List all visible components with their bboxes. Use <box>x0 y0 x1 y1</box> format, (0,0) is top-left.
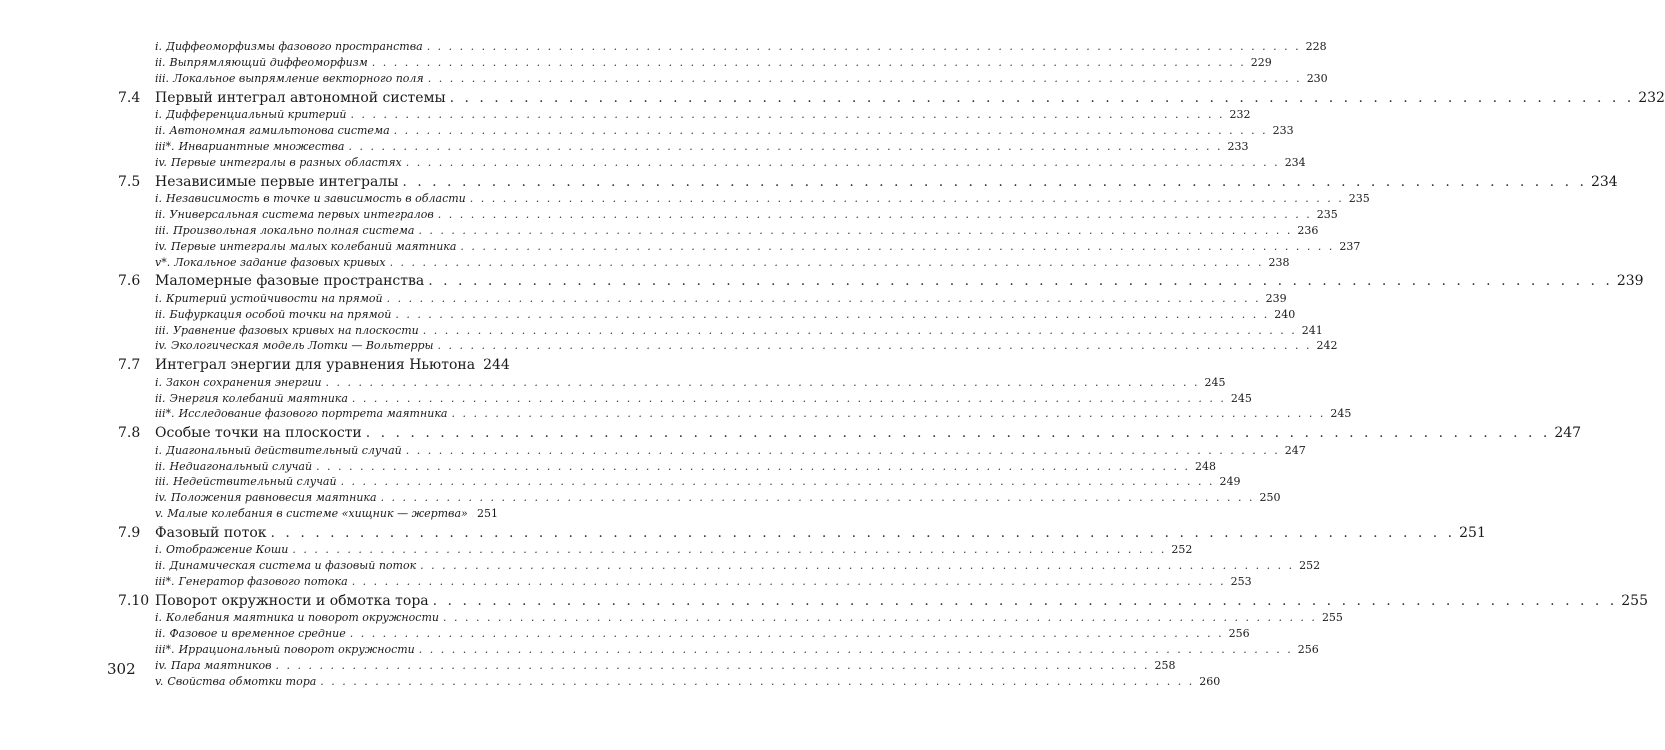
toc-entry-page: 236 <box>1297 223 1319 237</box>
toc-entry-title: Универсальная система первых интегралов <box>169 207 434 221</box>
toc-section <box>118 89 1665 106</box>
toc-entry-number: i. <box>155 543 163 557</box>
dot-leader: . . . . . . . . . . . . . . . . . . . . . . . . . . . . . . . . . . . . . . . . . . . . . . . . . . . . . . . . . . . . . . . . . . . . . . . . . . . . . . . . <box>420 559 1295 573</box>
toc-entry-number: 7.6 <box>118 273 141 290</box>
toc-entry-title: Исследование фазового портрета маятника <box>178 407 448 421</box>
toc-entry-page: 233 <box>1272 123 1294 137</box>
toc-entry-page: 228 <box>1305 40 1327 53</box>
toc-section <box>118 173 1618 190</box>
dot-leader: . . . . . . . . . . . . . . . . . . . . . . . . . . . . . . . . . . . . . . . . . . . . . . . . . . . . . . . . . . . . . . . . . . . . . . . . . . . . . . . . <box>351 575 1226 589</box>
toc-entry-title: Первый интеграл автономной системы <box>155 89 446 106</box>
toc-entry-title: Независимые первые интегралы <box>155 173 399 190</box>
toc-subsection <box>155 611 1343 625</box>
toc-subsection <box>155 507 498 520</box>
toc-entry-title: Иррациональный поворот окружности <box>178 643 415 657</box>
toc-entry-title: Произвольная локально полная система <box>173 223 415 237</box>
toc-entry-page: 234 <box>1590 173 1618 190</box>
dot-leader: . . . . . . . . . . . . . . . . . . . . . . . . . . . . . . . . . . . . . . . . . . . . . . . . . . . . . . . . . . . . . . . . . . . . . . . . . . . . . . . . <box>351 391 1226 405</box>
toc-entry-number: ii. <box>155 307 166 321</box>
toc-entry-page: 245 <box>1330 407 1352 421</box>
toc-entry-number: iii*. <box>155 407 175 421</box>
toc-entry-title: Фазовое и временное средние <box>169 627 346 641</box>
toc-entry-page: 234 <box>1284 155 1306 169</box>
toc-subsection <box>155 291 1287 305</box>
toc-entry-title: Экологическая модель Лотки — Вольтерры <box>170 339 434 353</box>
toc-entry-title: Колебания маятника и поворот окружности <box>166 611 439 625</box>
toc-entry-page: 256 <box>1228 627 1250 641</box>
toc-entry-title: Маломерные фазовые пространства <box>155 273 425 290</box>
toc-entry-number: ii. <box>155 391 166 405</box>
toc-entry-number: iii*. <box>155 575 175 589</box>
toc-subsection <box>155 255 1290 269</box>
toc-entry-number: iii. <box>155 71 170 85</box>
toc-entry-number: i. <box>155 375 163 389</box>
toc-entry-title: Генератор фазового потока <box>178 575 348 589</box>
toc-entry-number: ii. <box>155 559 166 573</box>
toc-subsection <box>155 339 1338 353</box>
toc-subsection <box>155 55 1272 69</box>
toc-entry-number: iv. <box>155 339 167 353</box>
dot-leader: . . . . . . . . . . . . . . . . . . . . . . . . . . . . . . . . . . . . . . . . . . . . . . . . . . . . . . . . . . . . . . . . . . . . . . . . . . . . . . . . <box>437 339 1312 353</box>
toc-entry-number: iv. <box>155 155 167 169</box>
toc-entry-number: 7.9 <box>118 525 141 542</box>
dot-leader: . . . . . . . . . . . . . . . . . . . . . . . . . . . . . . . . . . . . . . . . . . . . . . . . . . . . . . . . . . . . . . . . . . . . . . . . . . . . . . . . <box>418 223 1293 237</box>
dot-leader: . . . . . . . . . . . . . . . . . . . . . . . . . . . . . . . . . . . . . . . . . . . . . . . . . . . . . . . . . . . . . . . . . . . . . . . . . . . . . . . . <box>340 475 1215 489</box>
dot-leader: . . . . . . . . . . . . . . . . . . . . . . . . . . . . . . . . . . . . . . . . . . . . . . . . . . . . . . . . . . . . . . . . . . . . . . . . . . . . . . . . <box>325 375 1200 389</box>
toc-subsection <box>155 207 1338 221</box>
dot-leader: . . . . . . . . . . . . . . . . . . . . . . . . . . . . . . . . . . . . . . . . . . . . . . . . . . . . . . . . . . . . . . . . . . . . . . . . . . . . . . . . <box>386 291 1261 305</box>
dot-leader: . . . . . . . . . . . . . . . . . . . . . . . . . . . . . . . . . . . . . . . . . . . . . . . . . . . . . . . . . . . . . . . . . . . . . . . . . . . . . . . . <box>270 525 1456 542</box>
toc-entry-page: 235 <box>1316 207 1338 221</box>
toc-entry-title: Независимость в точке и зависимость в области <box>166 191 466 205</box>
toc-entry-page: 238 <box>1268 255 1290 269</box>
dot-leader: . . . . . . . . . . . . . . . . . . . . . . . . . . . . . . . . . . . . . . . . . . . . . . . . . . . . . . . . . . . . . . . . . . . . . . . . . . . . . . . . <box>275 659 1150 673</box>
dot-leader: . . . . . . . . . . . . . . . . . . . . . . . . . . . . . . . . . . . . . . . . . . . . . . . . . . . . . . . . . . . . . . . . . . . . . . . . . . . . . . . . <box>349 627 1224 641</box>
dot-leader: . . . . . . . . . . . . . . . . . . . . . . . . . . . . . . . . . . . . . . . . . . . . . . . . . . . . . . . . . . . . . . . . . . . . . . . . . . . . . . . . <box>460 239 1335 253</box>
toc-entry-number: ii. <box>155 459 166 473</box>
toc-subsection <box>155 191 1370 205</box>
toc-subsection <box>155 543 1193 557</box>
toc-entry-number: ii. <box>155 123 166 137</box>
toc-entry-page: 255 <box>1321 611 1343 625</box>
toc-entry-number: v. <box>155 507 164 521</box>
toc-entry-number: 7.5 <box>118 173 141 190</box>
dot-leader: . . . . . . . . . . . . . . . . . . . . . . . . . . . . . . . . . . . . . . . . . . . . . . . . . . . . . . . . . . . . . . . . . . . . . . . . . . . . . . . . <box>405 443 1280 457</box>
toc-subsection <box>155 575 1252 589</box>
dot-leader: . . . . . . . . . . . . . . . . . . . . . . . . . . . . . . . . . . . . . . . . . . . . . . . . . . . . . . . . . . . . . . . . . . . . . . . . . . . . . . . . <box>393 123 1268 137</box>
toc-entry-title: Энергия колебаний маятника <box>169 391 348 405</box>
toc-entry-number: iii. <box>155 475 170 489</box>
dot-leader: . . . . . . . . . . . . . . . . . . . . . . . . . . . . . . . . . . . . . . . . . . . . . . . . . . . . . . . . . . . . . . . . . . . . . . . . . . . . . . . . <box>402 173 1587 190</box>
toc-entry-title: Фазовый поток <box>155 525 267 542</box>
toc-entry-title: Локальное выпрямление векторного поля <box>173 71 424 85</box>
toc-subsection <box>155 239 1361 253</box>
toc-section <box>118 425 1582 442</box>
toc-entry-number: v. <box>155 675 164 688</box>
toc-subsection <box>155 407 1352 421</box>
toc-entry-title: Отображение Коши <box>166 543 289 557</box>
toc-entry-title: Диффеоморфизмы фазового пространства <box>166 40 423 53</box>
toc-entry-page: 232 <box>1229 108 1251 121</box>
dot-leader: . . . . . . . . . . . . . . . . . . . . . . . . . . . . . . . . . . . . . . . . . . . . . . . . . . . . . . . . . . . . . . . . . . . . . . . . . . . . . . . . <box>442 611 1317 625</box>
toc-entry-title: Дифференциальный критерий <box>166 108 347 121</box>
toc-entry-page: 258 <box>1154 659 1176 673</box>
toc-entry-title: Автономная гамильтонова система <box>169 123 390 137</box>
dot-leader: . . . . . . . . . . . . . . . . . . . . . . . . . . . . . . . . . . . . . . . . . . . . . . . . . . . . . . . . . . . . . . . . . . . . . . . . . . . . . . . . <box>395 307 1270 321</box>
toc-entry-number: iv. <box>155 659 167 673</box>
toc-entry-title: Выпрямляющий диффеоморфизм <box>169 55 368 69</box>
toc-subsection <box>155 675 1221 688</box>
dot-leader: . . . . . . . . . . . . . . . . . . . . . . . . . . . . . . . . . . . . . . . . . . . . . . . . . . . . . . . . . . . . . . . . . . . . . . . . . . . . . . . . <box>432 593 1618 610</box>
toc-entry-page: 245 <box>1230 391 1252 405</box>
toc-entry-number: ii. <box>155 207 166 221</box>
dot-leader: . . . . . . . . . . . . . . . . . . . . . . . . . . . . . . . . . . . . . . . . . . . . . . . . . . . . . . . . . . . . . . . . . . . . . . . . . . . . . . . . <box>380 491 1255 505</box>
toc-entry-title: Уравнение фазовых кривых на плоскости <box>173 323 419 337</box>
toc-entry-number: iv. <box>155 239 167 253</box>
toc-subsection <box>155 491 1281 505</box>
toc-section <box>118 593 1648 610</box>
toc-entry-number: 7.4 <box>118 89 141 106</box>
toc-entry-title: Инвариантные множества <box>178 139 345 153</box>
toc-subsection <box>155 627 1250 641</box>
toc-subsection <box>155 123 1294 137</box>
dot-leader: . . . . . . . . . . . . . . . . . . . . . . . . . . . . . . . . . . . . . . . . . . . . . . . . . . . . . . . . . . . . . . . . . . . . . . . . . . . . . . . . <box>427 71 1302 85</box>
dot-leader: . . . . . . . . . . . . . . . . . . . . . . . . . . . . . . . . . . . . . . . . . . . . . . . . . . . . . . . . . . . . . . . . . . . . . . . . . . . . . . . . <box>418 643 1293 657</box>
toc-subsection <box>155 40 1327 53</box>
toc-entry-page: 250 <box>1259 491 1281 505</box>
toc-subsection <box>155 223 1319 237</box>
dot-leader: . . . . . . . . . . . . . . . . . . . . . . . . . . . . . . . . . . . . . . . . . . . . . . . . . . . . . . . . . . . . . . . . . . . . . . . . . . . . . . . . <box>389 255 1264 269</box>
toc-section <box>118 357 510 374</box>
toc-entry-title: Свойства обмотки тора <box>167 675 317 688</box>
dot-leader: . . . . . . . . . . . . . . . . . . . . . . . . . . . . . . . . . . . . . . . . . . . . . . . . . . . . . . . . . . . . . . . . . . . . . . . . . . . . . . . . <box>320 675 1195 688</box>
toc-entry-page: 256 <box>1297 643 1319 657</box>
toc-entry-page: 253 <box>1230 575 1252 589</box>
dot-leader: . . . . . . . . . . . . . . . . . . . . . . . . . . . . . . . . . . . . . . . . . . . . . . . . . . . . . . . . . . . . . . . . . . . . . . . . . . . . . . . . <box>350 108 1225 121</box>
toc-entry-number: ii. <box>155 627 166 641</box>
toc-entry-title: Пара маятников <box>170 659 272 673</box>
page-number: 302 <box>107 660 136 678</box>
toc-entry-title: Первые интегралы в разных областях <box>170 155 402 169</box>
toc-entry-page: 249 <box>1219 475 1241 489</box>
toc-entry-page: 239 <box>1616 273 1644 290</box>
dot-leader: . . . . . . . . . . . . . . . . . . . . . . . . . . . . . . . . . . . . . . . . . . . . . . . . . . . . . . . . . . . . . . . . . . . . . . . . . . . . . . . . <box>348 139 1223 153</box>
dot-leader: . . . . . . . . . . . . . . . . . . . . . . . . . . . . . . . . . . . . . . . . . . . . . . . . . . . . . . . . . . . . . . . . . . . . . . . . . . . . . . . . <box>437 207 1312 221</box>
toc-entry-number: i. <box>155 611 163 625</box>
dot-leader: . . . . . . . . . . . . . . . . . . . . . . . . . . . . . . . . . . . . . . . . . . . . . . . . . . . . . . . . . . . . . . . . . . . . . . . . . . . . . . . . <box>428 273 1613 290</box>
dot-leader: . . . . . . . . . . . . . . . . . . . . . . . . . . . . . . . . . . . . . . . . . . . . . . . . . . . . . . . . . . . . . . . . . . . . . . . . . . . . . . . . <box>405 155 1280 169</box>
toc-entry-page: 232 <box>1638 89 1665 106</box>
toc-subsection <box>155 139 1249 153</box>
toc-section <box>118 273 1644 290</box>
toc-entry-number: i. <box>155 443 163 457</box>
toc-entry-title: Особые точки на плоскости <box>155 425 362 442</box>
toc-entry-number: 7.8 <box>118 425 141 442</box>
toc-entry-title: Бифуркация особой точки на прямой <box>169 307 392 321</box>
toc-entry-page: 247 <box>1284 443 1306 457</box>
toc-entry-page: 245 <box>1204 375 1226 389</box>
toc-subsection <box>155 323 1323 337</box>
toc-entry-page: 237 <box>1339 239 1361 253</box>
toc-subsection <box>155 391 1252 405</box>
toc-entry-number: i. <box>155 40 163 53</box>
toc-entry-title: Положения равновесия маятника <box>170 491 377 505</box>
toc-subsection <box>155 475 1241 489</box>
toc-subsection <box>155 375 1226 389</box>
toc-entry-page: 235 <box>1348 191 1370 205</box>
toc-entry-title: Критерий устойчивости на прямой <box>166 291 383 305</box>
toc-entry-page: 247 <box>1554 425 1582 442</box>
toc-entry-title: Закон сохранения энергии <box>166 375 322 389</box>
toc-entry-page: 233 <box>1227 139 1249 153</box>
toc-entry-page: 242 <box>1316 339 1338 353</box>
toc-subsection <box>155 443 1306 457</box>
toc-entry-number: i. <box>155 108 163 121</box>
toc-entry-title: Поворот окружности и обмотка тора <box>155 593 429 610</box>
dot-leader: . . . . . . . . . . . . . . . . . . . . . . . . . . . . . . . . . . . . . . . . . . . . . . . . . . . . . . . . . . . . . . . . . . . . . . . . . . . . . . . . <box>422 323 1297 337</box>
toc-entry-title: Недиагональный случай <box>169 459 313 473</box>
toc-entry-number: ii. <box>155 55 166 69</box>
toc-entry-title: Локальное задание фазовых кривых <box>174 255 386 269</box>
toc-entry-number: 7.7 <box>118 357 141 374</box>
toc-entry-number: v*. <box>155 255 171 269</box>
toc-subsection <box>155 155 1306 169</box>
dot-leader: . . . . . . . . . . . . . . . . . . . . . . . . . . . . . . . . . . . . . . . . . . . . . . . . . . . . . . . . . . . . . . . . . . . . . . . . . . . . . . . . <box>469 191 1344 205</box>
toc-entry-page: 251 <box>477 507 498 521</box>
dot-leader: . . . . . . . . . . . . . . . . . . . . . . . . . . . . . . . . . . . . . . . . . . . . . . . . . . . . . . . . . . . . . . . . . . . . . . . . . . . . . . . . <box>426 40 1301 53</box>
toc-entry-title: Интеграл энергии для уравнения Ньютона <box>155 357 476 374</box>
toc-subsection <box>155 559 1321 573</box>
toc-entry-page: 239 <box>1265 291 1287 305</box>
toc-subsection <box>155 643 1319 657</box>
toc-section <box>118 525 1486 542</box>
toc-entry-page: 260 <box>1199 675 1221 688</box>
toc-entry-page: 241 <box>1301 323 1323 337</box>
toc-entry-page: 252 <box>1299 559 1321 573</box>
toc-entry-title: Динамическая система и фазовый поток <box>169 559 417 573</box>
toc-subsection <box>155 71 1328 85</box>
toc-entry-page: 251 <box>1459 525 1486 542</box>
toc-entry-title: Малые колебания в системе «хищник — жертва» <box>167 507 468 521</box>
toc-entry-page: 248 <box>1195 459 1217 473</box>
toc-entry-title: Недействительный случай <box>173 475 337 489</box>
toc-entry-page: 229 <box>1250 55 1272 69</box>
dot-leader: . . . . . . . . . . . . . . . . . . . . . . . . . . . . . . . . . . . . . . . . . . . . . . . . . . . . . . . . . . . . . . . . . . . . . . . . . . . . . . . . <box>371 55 1246 69</box>
toc-subsection <box>155 459 1217 473</box>
toc-entry-page: 255 <box>1621 593 1648 610</box>
toc-entry-number: iii*. <box>155 643 175 657</box>
dot-leader: . . . . . . . . . . . . . . . . . . . . . . . . . . . . . . . . . . . . . . . . . . . . . . . . . . . . . . . . . . . . . . . . . . . . . . . . . . . . . . . . <box>449 89 1635 106</box>
toc-entry-number: i. <box>155 291 163 305</box>
toc-entry-number: iv. <box>155 491 167 505</box>
toc-entry-page: 244 <box>483 357 510 374</box>
dot-leader: . . . . . . . . . . . . . . . . . . . . . . . . . . . . . . . . . . . . . . . . . . . . . . . . . . . . . . . . . . . . . . . . . . . . . . . . . . . . . . . . <box>451 407 1326 421</box>
toc-entry-number: 7.10 <box>118 593 150 610</box>
toc-subsection <box>155 108 1251 121</box>
dot-leader: . . . . . . . . . . . . . . . . . . . . . . . . . . . . . . . . . . . . . . . . . . . . . . . . . . . . . . . . . . . . . . . . . . . . . . . . . . . . . . . . <box>316 459 1191 473</box>
dot-leader: . . . . . . . . . . . . . . . . . . . . . . . . . . . . . . . . . . . . . . . . . . . . . . . . . . . . . . . . . . . . . . . . . . . . . . . . . . . . . . . . <box>292 543 1167 557</box>
dot-leader: . . . . . . . . . . . . . . . . . . . . . . . . . . . . . . . . . . . . . . . . . . . . . . . . . . . . . . . . . . . . . . . . . . . . . . . . . . . . . . . . <box>365 425 1551 442</box>
toc-subsection <box>155 307 1296 321</box>
toc-entry-number: i. <box>155 191 163 205</box>
toc-entry-page: 252 <box>1171 543 1193 557</box>
toc-subsection <box>155 659 1176 673</box>
toc-entry-number: iii*. <box>155 139 175 153</box>
toc-entry-page: 230 <box>1306 71 1328 85</box>
toc-entry-title: Диагональный действительный случай <box>166 443 402 457</box>
toc-entry-title: Первые интегралы малых колебаний маятника <box>170 239 457 253</box>
toc-entry-page: 240 <box>1274 307 1296 321</box>
toc-entry-number: iii. <box>155 323 170 337</box>
toc-entry-number: iii. <box>155 223 170 237</box>
